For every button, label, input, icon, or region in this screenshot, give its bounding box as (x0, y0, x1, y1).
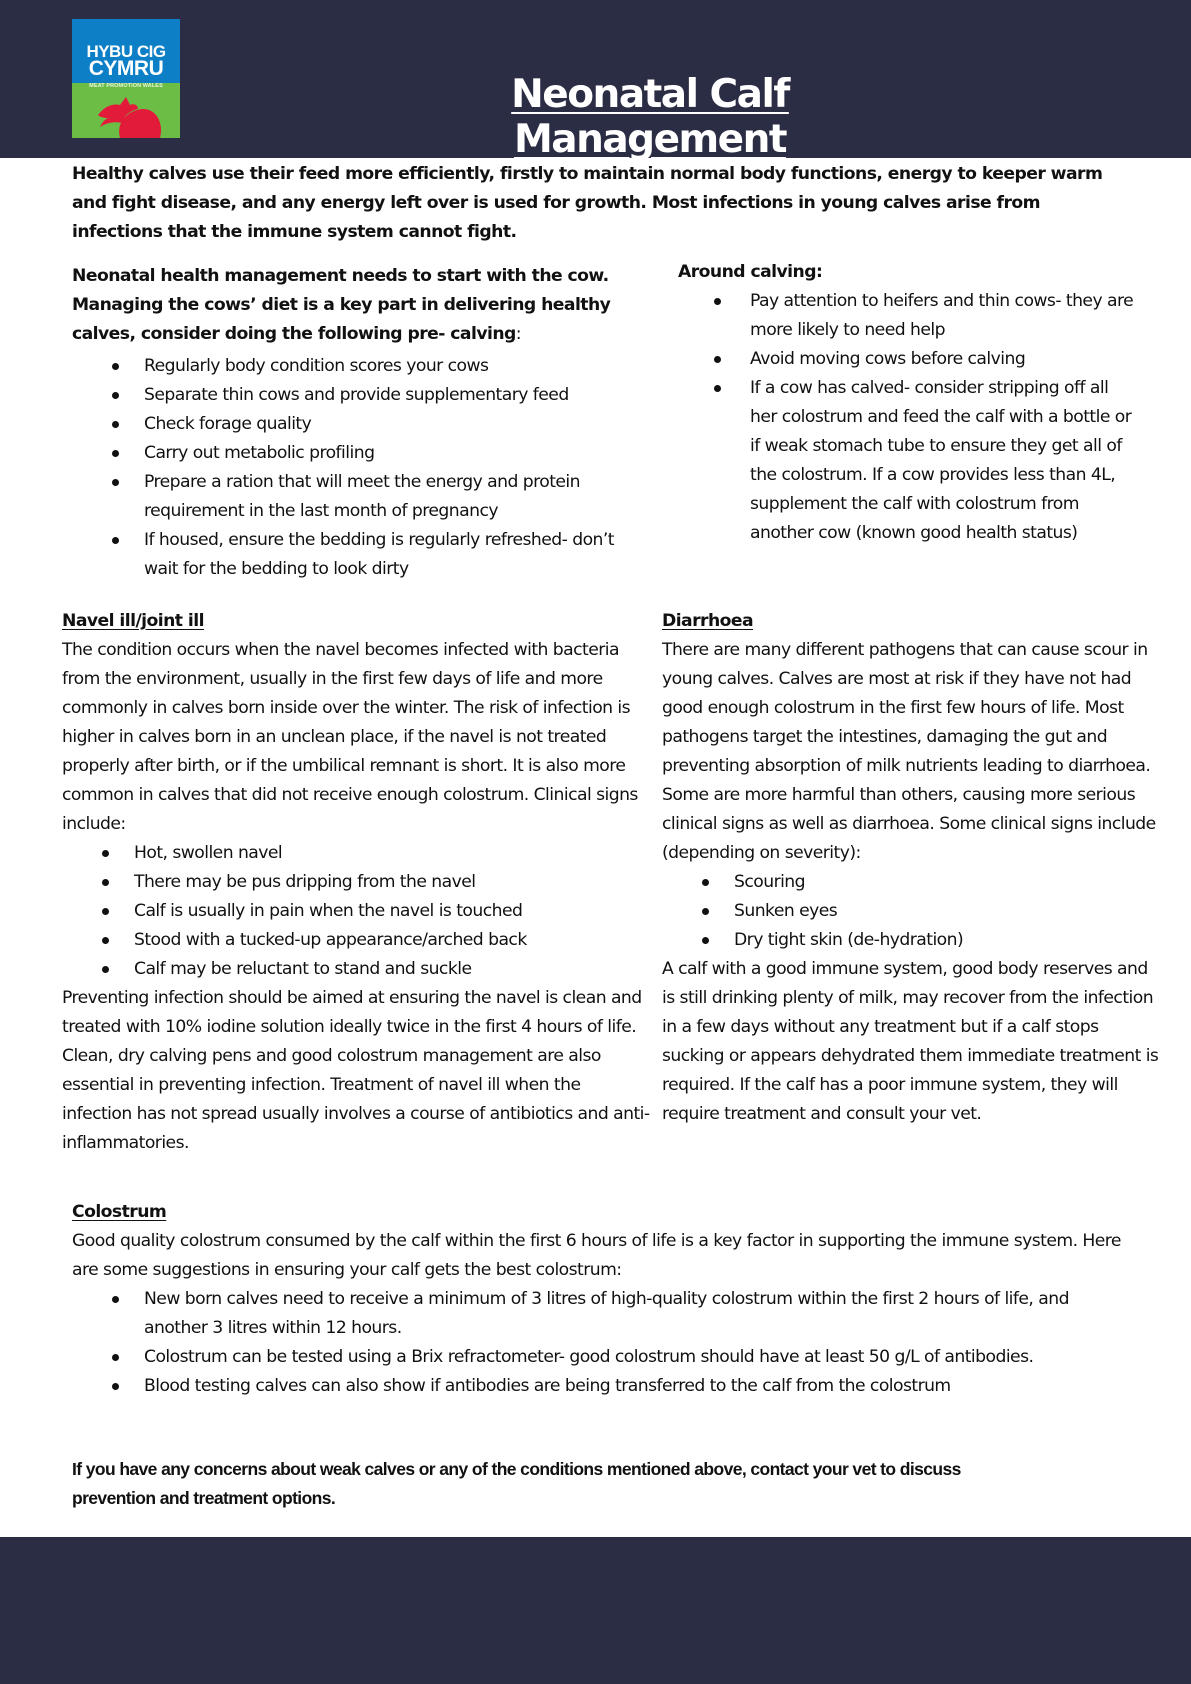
list-item (62, 839, 652, 868)
list-item (62, 897, 652, 926)
closing-note: If you have any concerns about weak calves or any of the conditions mentioned above, contact your vet to discuss prevention and treatment options. (72, 1459, 961, 1508)
colostrum-heading: Colostrum (72, 1202, 167, 1222)
bullet-icon (112, 1296, 119, 1303)
list-item (72, 381, 652, 410)
list-item (662, 897, 1162, 926)
bullet-icon (102, 908, 109, 915)
footer-band (0, 1537, 1191, 1684)
welsh-dragon-icon (90, 93, 162, 138)
bullet-icon (102, 879, 109, 886)
list-item (72, 439, 652, 468)
list-item (662, 926, 1162, 955)
list-item (72, 352, 652, 381)
list-item-text: Prepare a ration that will meet the energy and protein requirement in the last month of pregnancy (144, 472, 580, 521)
list-item (62, 955, 652, 984)
bullet-icon (112, 1383, 119, 1390)
around-calving-section (678, 258, 1138, 548)
list-item (72, 1285, 1132, 1343)
intro-paragraph: Healthy calves use their feed more efficiently, firstly to maintain normal body functions, energy to keeper warm and fight disease, and any energy left over is used for growth. Most infections in young calves arise from infections that the immune system cannot fight. (72, 164, 1103, 242)
list-item (72, 1343, 1132, 1372)
list-item (72, 1372, 1132, 1401)
bullet-icon (112, 1354, 119, 1361)
list-item (62, 926, 652, 955)
bullet-icon (112, 392, 119, 399)
pre-calving-intro-colon: : (515, 324, 522, 344)
bullet-icon (112, 537, 119, 544)
navel-ill-body: The condition occurs when the navel becomes infected with bacteria from the environment, usually in the first few days of life and more commonly in calves born inside over the winter. The risk of infection is higher in calves born in an unclean place, if the navel is not treated properly after birth, or if the umbilical remnant is short. It is also more common in calves that did not receive enough colostrum. Clinical signs include: (62, 640, 638, 834)
bullet-icon (112, 479, 119, 486)
bullet-icon (102, 966, 109, 973)
page-title: Neonatal Calf Management (511, 72, 789, 162)
list-item-text: There may be pus dripping from the navel (134, 872, 476, 892)
bullet-icon (714, 356, 721, 363)
bullet-icon (112, 450, 119, 457)
list-item-text: Sunken eyes (734, 901, 838, 921)
list-item-text: Blood testing calves can also show if antibodies are being transferred to the calf from the colostrum (144, 1376, 951, 1396)
list-item-text: Regularly body condition scores your cows (144, 356, 489, 376)
list-item (72, 410, 652, 439)
list-item-text: New born calves need to receive a minimum of 3 litres of high-quality colostrum within the first 2 hours of life, and another 3 litres within 12 hours. (144, 1289, 1069, 1338)
list-item (662, 868, 1162, 897)
logo-line-2: CYMRU (88, 57, 164, 80)
diarrhoea-recovery: A calf with a good immune system, good body reserves and is still drinking plenty of milk, may recover from the infection in a few days without any treatment but if a calf stops sucking or appears dehydrated them immediate treatment is required. If the calf has a poor immune system, they will require treatment and consult your vet. (662, 959, 1159, 1124)
diarrhoea-body: There are many different pathogens that can cause scour in young calves. Calves are most at risk if they have not had good enough colostrum in the first few hours of life. Most pathogens target the intestines, damaging the gut and preventing absorption of milk nutrients leading to diarrhoea. Some are more harmful than others, causing more serious clinical signs as well as diarrhoea. Some clinical signs include (depending on severity): (662, 640, 1156, 863)
list-item (678, 345, 1138, 374)
list-item-text: Calf may be reluctant to stand and suckle (134, 959, 472, 979)
logo-line-1: HYBU CIG (86, 42, 166, 61)
bullet-icon (714, 385, 721, 392)
bullet-icon (102, 850, 109, 857)
around-calving-heading: Around calving: (678, 262, 823, 282)
bullet-icon (112, 363, 119, 370)
list-item-text: Stood with a tucked-up appearance/arched back (134, 930, 527, 950)
list-item (678, 374, 1138, 548)
navel-ill-prevention: Preventing infection should be aimed at ensuring the navel is clean and treated with 10% iodine solution ideally twice in the first 4 hours of life. Clean, dry calving pens and good colostrum management are also essential in preventing infection. Treatment of navel ill when the infection has not spread usually involves a course of antibiotics and anti-inflammatories. (62, 988, 650, 1153)
list-item-text: Carry out metabolic profiling (144, 443, 375, 463)
colostrum-body: Good quality colostrum consumed by the calf within the first 6 hours of life is a key factor in supporting the immune system. Here are some suggestions in ensuring your calf gets the best colostrum: (72, 1231, 1121, 1280)
list-item (72, 468, 652, 526)
diarrhoea-heading: Diarrhoea (662, 611, 754, 631)
colostrum-section (72, 1198, 1132, 1401)
bullet-icon (112, 421, 119, 428)
bullet-icon (702, 908, 709, 915)
list-item-text: Colostrum can be tested using a Brix refractometer- good colostrum should have at least 50 g/L of antibodies. (144, 1347, 1034, 1367)
diarrhoea-section (662, 607, 1162, 1129)
list-item-text: Check forage quality (144, 414, 312, 434)
colostrum-list (72, 1285, 1132, 1401)
bullet-icon (702, 879, 709, 886)
list-item-text: Pay attention to heifers and thin cows- they are more likely to need help (750, 291, 1134, 340)
list-item-text: Hot, swollen navel (134, 843, 283, 863)
around-calving-list (678, 287, 1138, 548)
hcc-logo (72, 19, 180, 138)
list-item-text: Scouring (734, 872, 806, 892)
pre-calving-intro (72, 262, 632, 349)
list-item (678, 287, 1138, 345)
navel-ill-signs-list (62, 839, 652, 984)
navel-ill-heading: Navel ill/joint ill (62, 611, 204, 631)
logo-tagline: MEAT PROMOTION WALES (89, 83, 163, 89)
pre-calving-list (72, 352, 652, 584)
list-item (72, 526, 652, 584)
bullet-icon (702, 937, 709, 944)
diarrhoea-signs-list (662, 868, 1162, 955)
navel-ill-section (62, 607, 652, 1158)
bullet-icon (102, 937, 109, 944)
list-item-text: If a cow has calved- consider stripping off all her colostrum and feed the calf with a bottle or if weak stomach tube to ensure they get all of the colostrum. If a cow provides less than 4L, supplement the calf with colostrum from another cow (known good health status) (750, 378, 1132, 543)
list-item-text: Avoid moving cows before calving (750, 349, 1026, 369)
list-item-text: Calf is usually in pain when the navel is touched (134, 901, 523, 921)
pre-calving-intro-text: Neonatal health management needs to start with the cow. Managing the cows’ diet is a key part in delivering healthy calves, consider doing the following pre- calving (72, 266, 611, 344)
list-item-text: Separate thin cows and provide supplementary feed (144, 385, 569, 405)
list-item-text: Dry tight skin (de-hydration) (734, 930, 964, 950)
list-item-text: If housed, ensure the bedding is regularly refreshed- don’t wait for the bedding to look dirty (144, 530, 614, 579)
bullet-icon (714, 298, 721, 305)
list-item (62, 868, 652, 897)
